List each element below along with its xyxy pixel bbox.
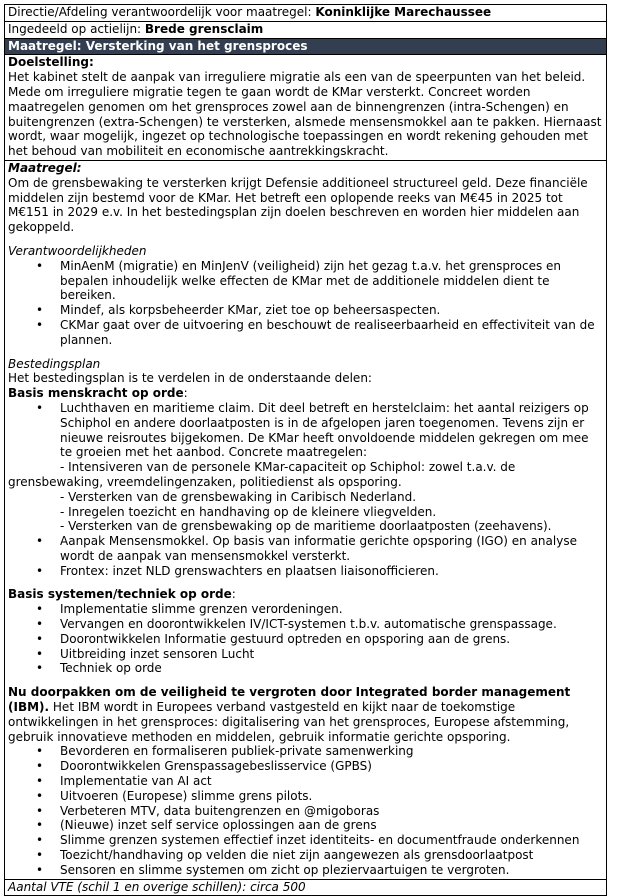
list-item: • (Nieuwe) inzet self service oplossingen aan de grens [8, 818, 603, 833]
list-item: • Mindef, als korpsbeheerder KMar, ziet toe op beheersaspecten. [8, 303, 603, 318]
manpower-item-1: Luchthaven en maritieme claim. Dit deel betreft en herstelclaim: het aantal reizigers op Schiphol en andere doorlaatposten is in de afgelopen jaren toegenomen. Tevens zijn er nieuwe reisroutes bijgekomen. De KMar heeft onvoldoende middelen gekregen om mee te groeien met het aanbod. Concrete maatregelen: [60, 400, 589, 460]
responsibilities-heading: Verantwoordelijkheden [8, 243, 147, 258]
list-item [8, 401, 603, 534]
sub-item: - Inregelen toezicht en handhaving op de kleinere vliegvelden. [60, 504, 437, 519]
list-item: • Techniek op orde [8, 661, 603, 676]
fte-row [4, 879, 607, 896]
list-item: • Toezicht/handhaving op velden die niet zijn aangewezen als grensdoorlaatpost [8, 848, 603, 863]
list-item: • Implementatie slimme grenzen verordeningen. [8, 602, 603, 617]
list-item: • Aanpak Mensensmokkel. Op basis van informatie gerichte opsporing (IGO) en analyse wordt de aanpak van mensensmokkel versterkt. [8, 534, 603, 564]
measure-title: Maatregel: Versterking van het grensproces [8, 38, 308, 53]
ibm-text: Het IBM wordt in Europees verband vastgesteld en kijkt naar de toekomstige ontwikkelingen in het grensproces: digitalisering van het grensproces, Europese afstemming, gebruik innovatieve methoden en middelen, gebruik informatie gerichte opsporing. [8, 700, 570, 744]
sub-item: - Intensiveren van de personele KMar-capaciteit op Schiphol: zowel t.a.v. de [60, 460, 516, 475]
list-item: • Vervangen en doorontwikkelen IV/ICT-systemen t.b.v. automatische grenspassage. [8, 617, 603, 632]
manpower-list [8, 401, 603, 579]
objective-heading: Doelstelling: [8, 55, 94, 70]
objective-section [4, 54, 607, 160]
manpower-colon: : [183, 386, 188, 401]
action-line-row [4, 21, 607, 38]
objective-text: Het kabinet stelt de aanpak van irreguliere migratie als een van de speerpunten van het beleid. Mede om irreguliere migratie tegen te gaan wordt de KMar versterkt. Concreet worden maatregelen genomen om het grensproces zowel aan de binnengrenzen (intra-Schengen) en buitengrenzen (extra-Schengen) te versterken, alsmede mensensmokkel aan te pakken. Hiernaast wordt, waar mogelijk, ingezet op technologische toepassingen en wordt rekening gehouden met het behoud van mobiliteit en economische aantrekkingskracht. [8, 70, 602, 159]
directorate-row [4, 4, 607, 21]
measure-section [4, 160, 607, 879]
measure-title-bar [4, 38, 607, 55]
manpower-heading: Basis menskracht op orde [8, 386, 184, 401]
sub-item: - Versterken van de grensbewaking op de maritieme doorlaatposten (zeehavens). [60, 519, 552, 534]
directorate-value: Koninklijke Marechaussee [315, 5, 492, 19]
list-item: • Verbeteren MTV, data buitengrenzen en @migoboras [8, 804, 603, 819]
manpower-subitems [8, 460, 603, 534]
ibm-heading: Nu doorpakken om de veiligheid te vergroten door Integrated border management (IBM). [8, 685, 571, 715]
directorate-label: Directie/Afdeling verantwoordelijk voor maatregel: [8, 5, 316, 19]
list-item: • Slimme grenzen systemen effectief inzet identiteits- en documentfraude onderkennen [8, 833, 603, 848]
list-item: • Doorontwikkelen Grenspassagebeslisservice (GPBS) [8, 759, 603, 774]
list-item: • Frontex: inzet NLD grenswachters en plaatsen liaisonofficieren. [8, 564, 603, 579]
measure-sheet [4, 4, 607, 896]
list-item: • Implementatie van AI act [8, 774, 603, 789]
list-item: • Sensoren en slimme systemen om zicht op pleziervaartuigen te vergroten. [8, 863, 603, 878]
systems-heading: Basis systemen/techniek op orde [8, 587, 232, 602]
spending-plan-heading: Bestedingsplan [8, 356, 101, 371]
responsibilities-list [8, 259, 603, 348]
fte-text: Aantal VTE (schil 1 en overige schillen): circa 500 [8, 879, 306, 894]
list-item: • Doorontwikkelen Informatie gestuurd optreden en opsporing aan de grens. [8, 632, 603, 647]
spending-plan-intro: Het bestedingsplan is te verdelen in de onderstaande delen: [8, 371, 372, 386]
systems-list [8, 602, 603, 676]
sub-item: grensbewaking, vreemdelingenzaken, politiedienst als opsporing. [8, 474, 402, 489]
list-item: • Uitvoeren (Europese) slimme grens pilots. [8, 789, 603, 804]
sub-item: - Versterken van de grensbewaking in Caribisch Nederland. [60, 489, 417, 504]
action-line-label: Ingedeeld op actielijn: [8, 21, 145, 36]
list-item: • Uitbreiding inzet sensoren Lucht [8, 647, 603, 662]
list-item: • CKMar gaat over de uitvoering en beschouwt de realiseerbaarheid en effectiviteit van de plannen. [8, 318, 603, 348]
measure-heading: Maatregel: [8, 160, 82, 175]
systems-colon: : [231, 587, 236, 602]
list-item: • MinAenM (migratie) en MinJenV (veiligheid) zijn het gezag t.a.v. het grensproces en bepalen inhoudelijk welke effecten de KMar met de additionele middelen dient te bereiken. [8, 259, 603, 303]
action-line-value: Brede grensclaim [144, 21, 264, 36]
measure-text: Om de grensbewaking te versterken krijgt Defensie additioneel structureel geld. Deze financiële middelen zijn bestemd voor de KMar. Het betreft een oplopende reeks van M€45 in 2025 tot M€151 in 2029 e.v. In het bestedingsplan zijn doelen beschreven en worden hier middelen aan gekoppeld. [8, 175, 588, 235]
list-item: • Bevorderen en formaliseren publiek-private samenwerking [8, 744, 603, 759]
ibm-list [8, 744, 603, 877]
